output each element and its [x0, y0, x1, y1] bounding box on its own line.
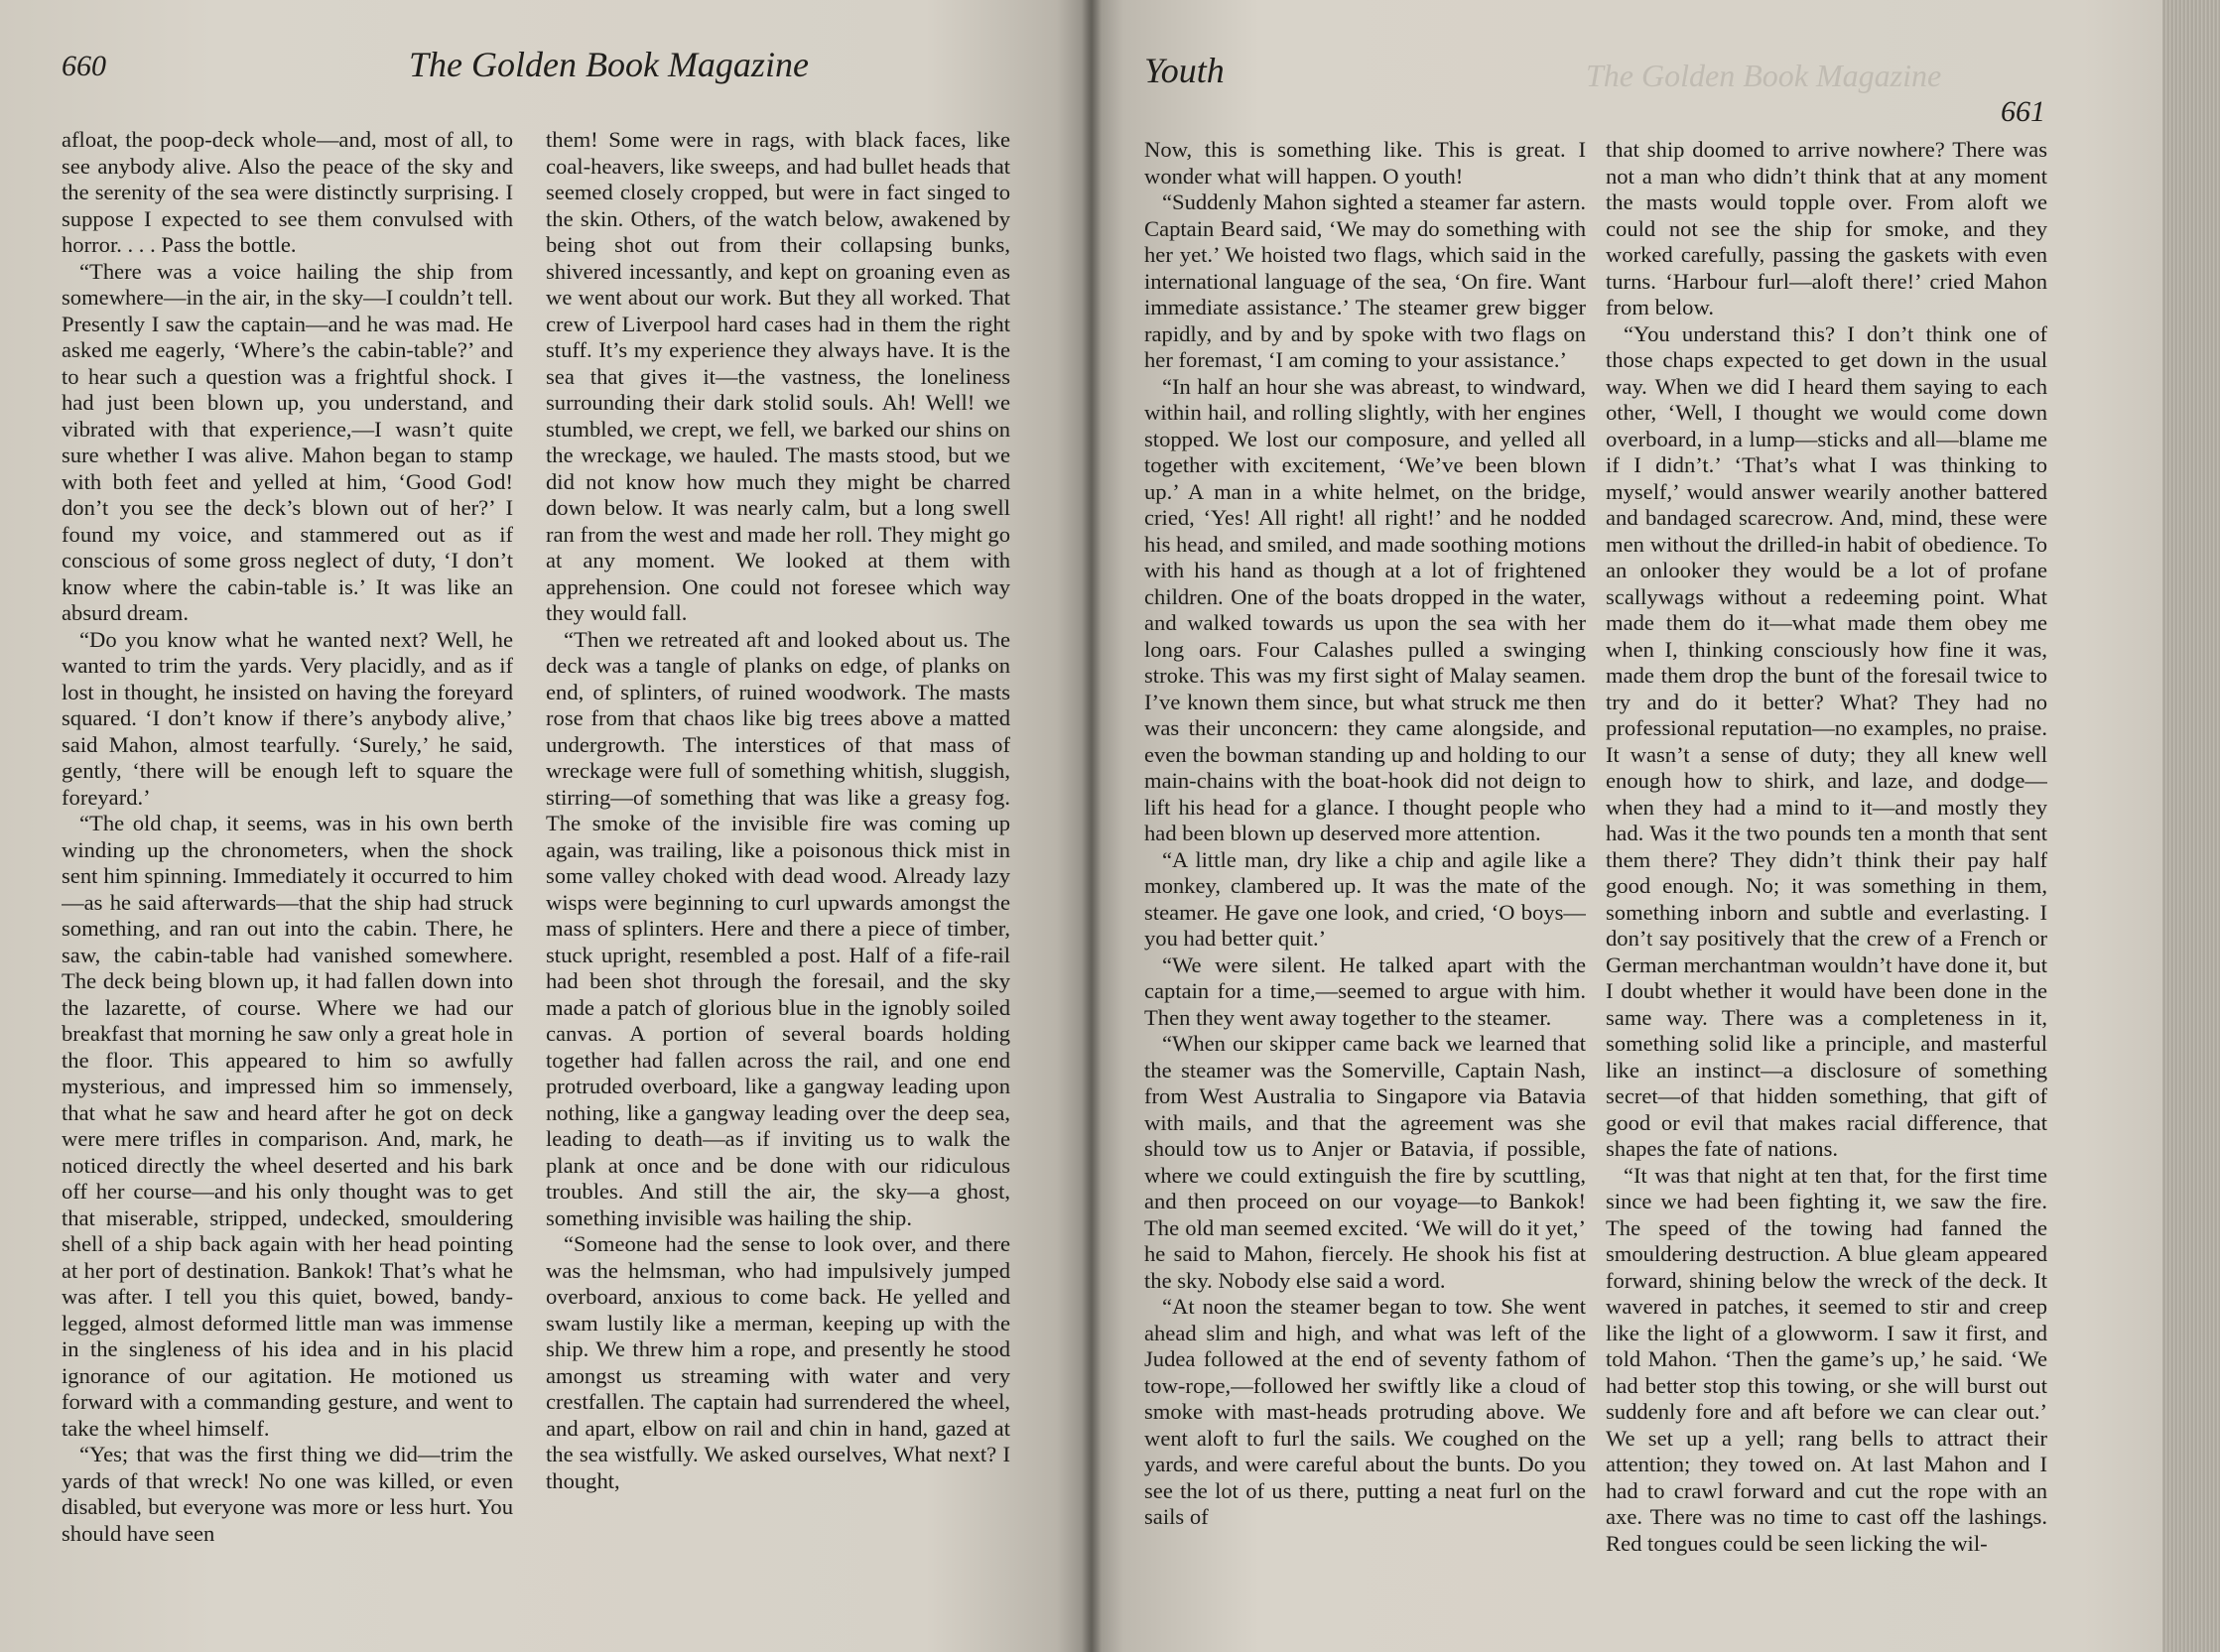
paragraph: “Someone had the sense to look over, and there was the helmsman, who had impulsively jumped overboard, anxious to come back. He yelled and swam lustily like a merman, keeping up with the ship. We threw him a rope, and presently he stood amongst us streaming with water and very crestfallen. The captain had surrendered the wheel, and apart, elbow on rail and chin in hand, gazed at the sea wistfully. We asked ourselves, What next? I thought,: [546, 1231, 1010, 1493]
paragraph: “We were silent. He talked apart with the captain for a time,—seemed to argue with him. Then they went away together to the steamer.: [1144, 952, 1586, 1030]
paragraph: “The old chap, it seems, was in his own berth winding up the chronometers, when the shock sent him spinning. Immediately it occurred to him—as he said afterwards—that the ship had struck something, and ran out into the cabin. There, he saw, the cabin-table had vanished somewhere. The deck being blown up, it had fallen down into the lazarette, of course. Where we had our breakfast that morning he saw only a great hole in the floor. This appeared to him so awfully mysterious, and impressed him so immensely, that what he saw and heard after he got on deck were mere trifles in comparison. And, mark, he noticed directly the wheel deserted and his bark off her course—and his only thought was to get that miserable, stripped, undecked, smouldering shell of a ship back again with her head pointing at her port of destination. Bankok! That’s what he was after. I tell you this quiet, bowed, bandy-legged, almost deformed little man was immense in the singleness of his idea and in his placid ignorance of our agitation. He motioned us forward with a commanding gesture, and went to take the wheel himself.: [62, 811, 513, 1441]
paragraph: “A little man, dry like a chip and agile like a monkey, clambered up. It was the mate of the steamer. He gave one look, and cried, ‘O boys—you had better quit.’: [1144, 846, 1586, 951]
paragraph: “Do you know what he wanted next? Well, he wanted to trim the yards. Very placidly, and as if lost in thought, he insisted on having the foreyard squared. ‘I don’t know if there’s anybody alive,’ said Mahon, almost tearfully. ‘Surely,’ he said, gently, ‘there will be enough left to square the foreyard.’: [62, 626, 513, 810]
left-page: [0, 0, 1090, 1652]
paragraph: “You understand this? I don’t think one of those chaps expected to get down in the usual way. When we did I heard them saying to each other, ‘Well, I thought we would come down overboard, in a lump—sticks and all—blame me if I didn’t.’ ‘That’s what I was thinking to myself,’ would answer wearily another battered and bandaged scarecrow. And, mind, these were men without the drilled-in habit of obedience. To an onlooker they would be a lot of profane scallywags without a redeeming point. What made them do it—what made them obey me when I, thinking consciously how fine it was, made them drop the bunt of the foresail twice to try and do it better? What? They had no professional reputation—no examples, no praise. It wasn’t a sense of duty; they all knew well enough how to shirk, and laze, and dodge—when they had a mind to it—and mostly they had. Was it the two pounds ten a month that sent them there? They didn’t think their pay half good enough. No; it was something in them, something inborn and subtle and everlasting. I don’t say positively that the crew of a French or German merchantman wouldn’t have done it, but I doubt whether it would have been done in the same way. There was a completeness in it, something solid like a principle, and masterful like an instinct—a disclosure of something secret—of that hidden something, that gift of good or evil that makes racial difference, that shapes the fate of nations.: [1606, 320, 2047, 1161]
left-page-number: 660: [62, 50, 106, 82]
paragraph: “Yes; that was the first thing we did—trim the yards of that wreck! No one was killed, or even disabled, but everyone was more or less hurt. You should have seen: [62, 1442, 513, 1546]
paragraph: Now, this is something like. This is great. I wonder what will happen. O youth!: [1144, 137, 1586, 189]
right-column-1: [1144, 137, 1586, 1645]
paragraph: “When our skipper came back we learned that the steamer was the Somerville, Captain Nash, from West Australia to Singapore via Batavia with mails, and that the agreement was she should tow us to Anjer or Batavia, if possible, where we could extinguish the fire by scuttling, and then proceed on our voyage—to Bankok! The old man seemed excited. ‘We will do it yet,’ he said to Mahon, fiercely. He shook his fist at the sky. Nobody else said a word.: [1144, 1031, 1586, 1293]
right-running-head: Youth: [1144, 51, 1225, 90]
paragraph: “Suddenly Mahon sighted a steamer far astern. Captain Beard said, ‘We may do something with her yet.’ We hoisted two flags, which said in the international language of the sea, ‘On fire. Want immediate assistance.’ The steamer grew bigger rapidly, and by and by spoke with two flags on her foremast, ‘I am coming to your assistance.’: [1144, 190, 1586, 372]
paragraph: them! Some were in rags, with black faces, like coal-heavers, like sweeps, and had bullet heads that seemed closely cropped, but were in fact singed to the skin. Others, of the watch below, awakened by being shot out from their collapsing bunks, shivered incessantly, and kept on groaning even as we went about our work. But they all worked. That crew of Liverpool hard cases had in them the right stuff. It’s my experience they always have. It is the sea that gives it—the vastness, the loneliness surrounding their dark stolid souls. Ah! Well! we stumbled, we crept, we fell, we barked our shins on the wreckage, we hauled. The masts stood, but we did not know how much they might be charred down below. It was nearly calm, but a long swell ran from the west and made her roll. They might go at any moment. We looked at them with apprehension. One could not foresee which way they would fall.: [546, 127, 1010, 625]
paragraph: “In half an hour she was abreast, to windward, within hail, and rolling slightly, with her engines stopped. We lost our composure, and yelled all together with excitement, ‘We’ve been blown up.’ A man in a white helmet, on the bridge, cried, ‘Yes! All right! all right!’ and he nodded his head, and smiled, and made soothing motions with his hand as though at a lot of frightened children. One of the boats dropped in the water, and walked towards us upon the sea with her long oars. Four Calashes pulled a swinging stroke. This was my first sight of Malay seamen. I’ve known them since, but what struck me then was their unconcern: they came alongside, and even the bowman standing up and holding to our main-chains with the boat-hook did not deign to lift his head for a glance. I thought people who had been blown up deserved more attention.: [1144, 373, 1586, 845]
right-page: [1090, 0, 2220, 1652]
right-page-number: 661: [2001, 95, 2045, 128]
left-column-1: [62, 127, 513, 1635]
paragraph: “There was a voice hailing the ship from somewhere—in the air, in the sky—I couldn’t tell. Presently I saw the captain—and he was mad. He asked me eagerly, ‘Where’s the cabin-table?’ and to hear such a question was a frightful shock. I had just been blown up, you understand, and vibrated with that experience,—I wasn’t quite sure whether I was alive. Mahon began to stamp with both feet and yelled at him, ‘Good God! don’t you see the deck’s blown out of her?’ I found my voice, and stammered out as if conscious of some gross neglect of duty, ‘I don’t know where the cabin-table is.’ It was like an absurd dream.: [62, 258, 513, 625]
right-column-2: [1606, 137, 2047, 1645]
page-edges: [2162, 0, 2220, 1652]
paragraph: “Then we retreated aft and looked about us. The deck was a tangle of planks on edge, of planks on end, of splinters, of ruined woodwork. The masts rose from that chaos like big trees above a matted undergrowth. The interstices of that mass of wreckage were full of something whitish, sluggish, stirring—of something that was like a greasy fog. The smoke of the invisible fire was coming up again, was trailing, like a poisonous thick mist in some valley choked with dead wood. Already lazy wisps were beginning to curl upwards amongst the mass of splinters. Here and there a piece of timber, stuck upright, resembled a post. Half of a fife-rail had been shot through the foresail, and the sky made a patch of glorious blue in the ignobly soiled canvas. A portion of several boards holding together had fallen across the rail, and one end protruded overboard, like a gangway leading upon nothing, like a gangway leading over the deep sea, leading to death—as if inviting us to walk the plank at once and be done with our ridiculous troubles. And still the air, the sky—a ghost, something invisible was hailing the ship.: [546, 626, 1010, 1230]
left-running-head: The Golden Book Magazine: [409, 45, 809, 84]
paragraph: “At noon the steamer began to tow. She went ahead slim and high, and what was left of the Judea followed at the end of seventy fathom of tow-rope,—followed her swiftly like a cloud of smoke with mast-heads protruding above. We went aloft to furl the sails. We coughed on the yards, and were careful about the bunts. Do you see the lot of us there, putting a neat furl on the sails of: [1144, 1294, 1586, 1529]
book-gutter: [1082, 0, 1102, 1652]
left-column-2: [546, 127, 1010, 1635]
paragraph: “It was that night at ten that, for the first time since we had been fighting it, we saw the fire. The speed of the towing had fanned the smouldering destruction. A blue gleam appeared forward, shining below the wreck of the deck. It wavered in patches, it seemed to stir and creep like the light of a glowworm. I saw it first, and told Mahon. ‘Then the game’s up,’ he said. ‘We had better stop this towing, or she will burst out suddenly fore and aft before we can clear out.’ We set up a yell; rang bells to attract their attention; they towed on. At last Mahon and I had to crawl forward and cut the rope with an axe. There was no time to cast off the lashings. Red tongues could be seen licking the wil-: [1606, 1162, 2047, 1556]
paragraph: that ship doomed to arrive nowhere? There was not a man who didn’t think that at any moment the masts would topple over. From aloft we could not see the ship for smoke, and they worked carefully, passing the gaskets with even turns. ‘Harbour furl—aloft there!’ cried Mahon from below.: [1606, 137, 2047, 319]
show-through-heading: The Golden Book Magazine: [1586, 58, 1942, 93]
paragraph: afloat, the poop-deck whole—and, most of all, to see anybody alive. Also the peace of the sky and the serenity of the sea were distinctly surprising. I suppose I expected to see them convulsed with horror. . . . Pass the bottle.: [62, 127, 513, 257]
